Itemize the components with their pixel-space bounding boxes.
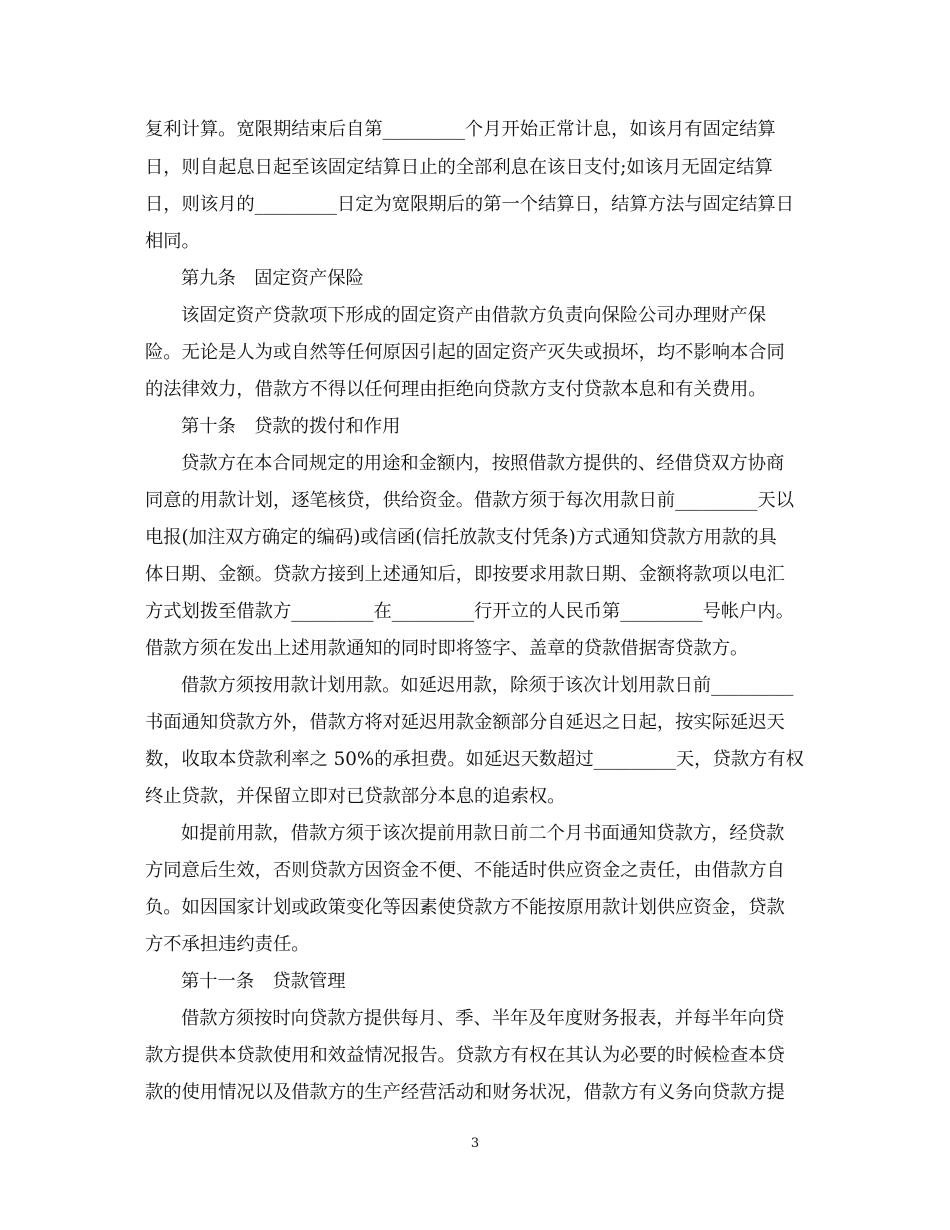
text-line: 体日期、金额。贷款方接到上述通知后，即按要求用款日期、金额将款项以电汇 — [145, 564, 785, 585]
section-heading: 第十一条 贷款管理 — [181, 971, 346, 992]
text-line: 方不承担违约责任。 — [145, 934, 310, 955]
text-line: 书面通知贷款方外，借款方将对延迟用款金额部分自延迟之日起，按实际延迟天 — [145, 712, 785, 733]
text-line: 的法律效力，借款方不得以任何理由拒绝向贷款方支付贷款本息和有关费用。 — [145, 379, 767, 400]
text-line: 借款方须在发出上述用款通知的同时即将签字、盖章的贷款借据寄贷款方。 — [145, 638, 749, 659]
text-line: 贷款方在本合同规定的用途和金额内，按照借款方提供的、经借贷双方协商 — [181, 453, 785, 474]
text-line: 险。无论是人为或自然等任何原因引起的固定资产灭失或损坏，均不影响本合同 — [145, 342, 785, 363]
page-number: 3 — [470, 1136, 480, 1151]
text-line: 借款方须按时向贷款方提供每月、季、半年及年度财务报表，并每半年向贷 — [181, 1008, 785, 1029]
text-line: 相同。 — [145, 231, 200, 252]
text-line: 终止贷款，并保留立即对已贷款部分本息的追索权。 — [145, 786, 566, 807]
text-line: 方式划拨至借款方_________在_________行开立的人民币第_________号帐户内。 — [145, 601, 794, 622]
section-heading: 第十条 贷款的拨付和作用 — [181, 416, 401, 437]
text-line: 电报(加注双方确定的编码)或信函(信托放款支付凭条)方式通知贷款方用款的具 — [145, 527, 777, 548]
text-line: 方同意后生效，否则贷款方因资金不便、不能适时供应资金之责任，由借款方自 — [145, 860, 785, 881]
text-line: 该固定资产贷款项下形成的固定资产由借款方负责向保险公司办理财产保 — [181, 305, 766, 326]
section-heading: 第九条 固定资产保险 — [181, 268, 364, 289]
text-line: 日，则该月的_________日定为宽限期后的第一个结算日，结算方法与固定结算日 — [145, 194, 794, 215]
text-line: 复利计算。宽限期结束后自第_________个月开始正常计息，如该月有固定结算 — [145, 119, 776, 140]
text-line: 数，收取本贷款利率之 50%的承担费。如延迟天数超过_________天，贷款方有权 — [145, 749, 804, 770]
text-line: 如提前用款，借款方须于该次提前用款日前二个月书面通知贷款方，经贷款 — [181, 823, 785, 844]
text-line: 日，则自起息日起至该固定结算日止的全部利息在该日支付;如该月无固定结算 — [145, 157, 773, 178]
text-line: 同意的用款计划，逐笔核贷，供给资金。借款方须于每次用款日前_________天以 — [145, 490, 794, 511]
text-line: 负。如因国家计划或政策变化等因素使贷款方不能按原用款计划供应资金，贷款 — [145, 897, 785, 918]
text-line: 款的使用情况以及借款方的生产经营活动和财务状况，借款方有义务向贷款方提 — [145, 1082, 785, 1103]
text-line: 借款方须按用款计划用款。如延迟用款，除须于该次计划用款日前_________ — [181, 675, 794, 696]
text-line: 款方提供本贷款使用和效益情况报告。贷款方有权在其认为必要的时候检查本贷 — [145, 1045, 785, 1066]
